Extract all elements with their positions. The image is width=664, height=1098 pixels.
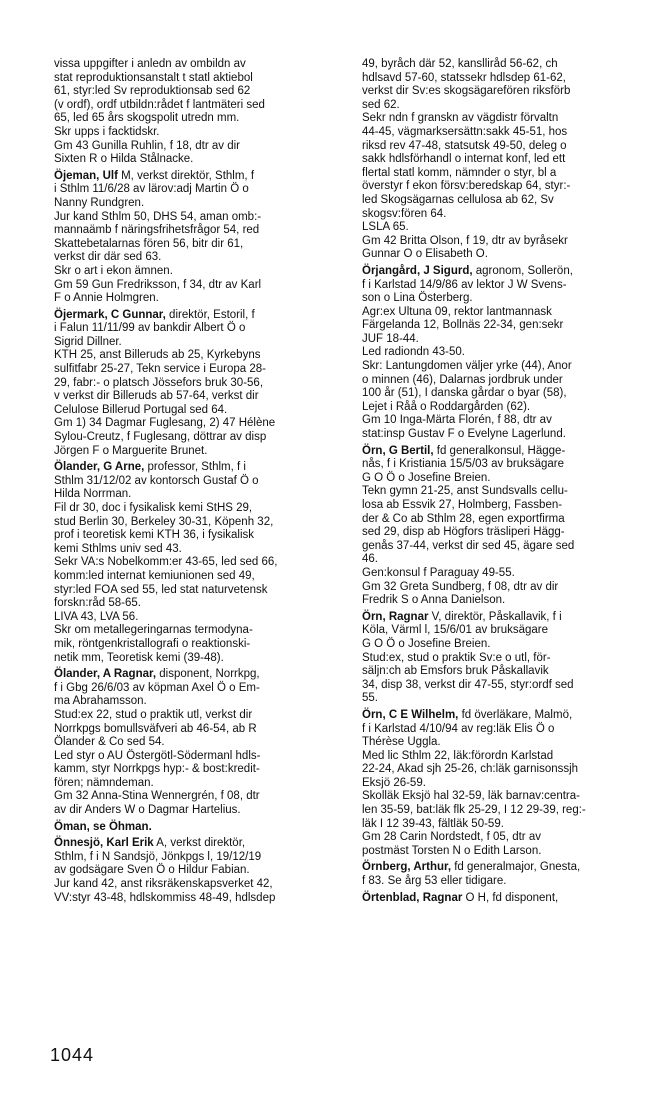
entry-line: nås, f i Kristiania 15/5/03 av bruksägare (362, 458, 565, 471)
entry-line: Sthlm 31/12/02 av kontorsch Gustaf Ö o (54, 474, 259, 487)
entry-line: Led radiondn 43-50. (362, 346, 465, 359)
entry-name: Örtenblad, Ragnar (362, 891, 463, 904)
entry-line: Skr: Lantungdomen väljer yrke (44), Anor (362, 360, 572, 373)
entry-first-line (362, 709, 650, 723)
entry-first-line (54, 309, 342, 323)
entry-line: Jur kand 42, anst riksräkenskapsverket 42, (54, 878, 273, 891)
entry-text: O H, fd disponent, (462, 891, 559, 904)
entry-first-line (54, 170, 342, 184)
entry-name: Öjermark, C Gunnar, (54, 308, 166, 321)
entry-line: Skr o art i ekon ämnen. (54, 264, 173, 277)
biography-entry (362, 611, 650, 706)
biography-entry (54, 668, 342, 818)
entry-line: Sekr ndn f granskn av vägdistr förvaltn (362, 112, 559, 125)
entry-line: G O Ö o Josefine Breien. (362, 471, 491, 484)
entry-first-line (362, 445, 650, 459)
entry-line: 46. (362, 553, 378, 566)
entry-line: G O Ö o Josefine Breien. (362, 637, 491, 650)
entry-line: Gunnar O o Elisabeth O. (362, 248, 488, 261)
entry-line: Sigrid Dillner. (54, 335, 122, 348)
entry-line: sakk hdlsförhandl o internat konf, led ett (362, 153, 566, 166)
entry-line: JUF 18-44. (362, 332, 419, 345)
entry-line: son o Lina Österberg. (362, 292, 473, 305)
entry-line: LSLA 65. (362, 221, 409, 234)
entry-line: f i Karlstad 4/10/94 av reg:läk Elis Ö o (362, 722, 555, 735)
biography-entry (362, 445, 650, 608)
entry-first-line (54, 461, 342, 475)
entry-first-line (54, 837, 342, 851)
entry-name: Öjeman, Ulf (54, 169, 118, 182)
entry-line: fören; nämndeman. (54, 776, 154, 789)
entry-line: läk I 12 39-43, fältläk 50-59. (362, 817, 504, 830)
entry-line: Tekn gymn 21-25, anst Sundsvalls cellu- (362, 485, 568, 498)
entry-text: agronom, Sollerön, (472, 264, 573, 277)
entry-line: Gm 42 Britta Olson, f 19, dtr av byråsekr (362, 234, 568, 247)
entry-line: 100 år (51), I danska gårdar o byar (58), (362, 387, 567, 400)
biography-entry (54, 461, 342, 665)
entry-line: styr:led FOA sed 55, led stat naturvetensk (54, 583, 268, 596)
entry-line: mannaämb f näringsfrihetsfrågor 54, red (54, 224, 260, 237)
entry-line: i Falun 11/11/99 av bankdir Albert Ö o (54, 322, 246, 335)
entry-line: 55. (362, 692, 378, 705)
biography-entry (362, 892, 650, 906)
entry-line: Gm 10 Inga-Märta Florén, f 88, dtr av (362, 414, 552, 427)
entry-text: direktör, Estoril, f (165, 308, 255, 321)
biography-entry (54, 821, 342, 835)
entry-line: Stud:ex, stud o praktik Sv:e o utl, för- (362, 651, 551, 664)
entry-line: skogsv:fören 64. (362, 207, 447, 220)
biography-entry (54, 309, 342, 459)
entry-text: fd generalkonsul, Hägge- (433, 444, 566, 457)
entry-line: Köla, Värml l, 15/6/01 av bruksägare (362, 624, 549, 637)
entry-line: Hilda Norrman. (54, 488, 132, 501)
entry-line: Gm 43 Gunilla Ruhlin, f 18, dtr av dir (54, 139, 240, 152)
entry-name: Örjangård, J Sigurd, (362, 264, 473, 277)
entry-line: Gm 28 Carin Nordstedt, f 05, dtr av (362, 831, 541, 844)
entry-name: Örn, C E Wilhelm, (362, 708, 459, 721)
entry-line: verkst dir Sv:es skogsägarefören riksförb (362, 85, 571, 98)
entry-line: Skolläk Eksjö hal 32-59, läk barnav:centra- (362, 790, 580, 803)
entry-name: Ölander, A Ragnar, (54, 668, 157, 681)
entry-line: Sylou-Creutz, f Fuglesang, döttrar av disp (54, 431, 267, 444)
entry-line: Gen:konsul f Paraguay 49-55. (362, 566, 515, 579)
entry-line: Celulose Billerud Portugal sed 64. (54, 403, 228, 416)
entry-line: Skattebetalarnas fören 56, bitr dir 61, (54, 237, 244, 250)
biography-entry (54, 837, 342, 905)
entry-line: sed 62. (362, 98, 400, 111)
page-number: 1044 (50, 1045, 95, 1065)
entry-line: Led styr o AU Östergötl-Södermanl hdls- (54, 749, 261, 762)
entry-line: Sthlm, f i N Sandsjö, Jönkpgs l, 19/12/19 (54, 850, 262, 863)
entry-line: i Sthlm 11/6/28 av lärov:adj Martin Ö o (54, 183, 249, 196)
entry-text: M, verkst direktör, Sthlm, f (117, 169, 255, 182)
entry-line: Fredrik S o Anna Danielson. (362, 594, 506, 607)
entry-line: av dir Anders W o Dagmar Hartelius. (54, 804, 241, 817)
entry-line: Sekr VA:s Nobelkomm:er 43-65, led sed 66, (54, 556, 278, 569)
biography-entry (362, 265, 650, 442)
left-column (54, 58, 342, 908)
biography-entry (54, 170, 342, 306)
entry-line: (v ordf), ordf utbildn:rådet f lantmäteri sed (54, 98, 265, 111)
entry-line: v verkst dir Billeruds ab 57-64, verkst dir (54, 390, 259, 403)
entry-line: stat:insp Gustav F o Evelyne Lagerlund. (362, 428, 566, 441)
entry-line: prof i teoretisk kemi KTH 36, i fysikalisk (54, 529, 255, 542)
right-column (362, 58, 650, 908)
entry-line: netik mm, Teoretisk kemi (39-48). (54, 651, 224, 664)
entry-line: kamm, styr Norrkpgs hyp:- & bost:kredit- (54, 763, 260, 776)
entry-line: 65, led 65 års skogspolit utredn mm. (54, 112, 240, 125)
entry-line: 34, disp 38, verkst dir 47-55, styr:ordf sed (362, 678, 574, 691)
entry-line: f 83. Se årg 53 eller tidigare. (362, 875, 507, 888)
entry-line: F o Annie Holmgren. (54, 292, 159, 305)
entry-line: Jörgen F o Marguerite Brunet. (54, 444, 208, 457)
entry-line: LIVA 43, LVA 56. (54, 610, 139, 623)
biography-entry (362, 861, 650, 888)
entry-line: sed 29, disp ab Högfors träsliperi Hägg- (362, 526, 565, 539)
entry-line: f i Gbg 26/6/03 av köpman Axel Ö o Em- (54, 681, 260, 694)
entry-first-line (54, 668, 342, 682)
entry-line: hdlsavd 57-60, statssekr hdlsdep 61-62, (362, 71, 566, 84)
entry-line: 44-45, vägmarksersättn:sakk 45-51, hos (362, 125, 568, 138)
entry-text: A, verkst direktör, (153, 837, 246, 850)
entry-line: stat reproduktionsanstalt t statl aktiebol (54, 71, 253, 84)
entry-continuation (362, 58, 650, 262)
entry-line: stud Berlin 30, Berkeley 30-31, Köpenh 32, (54, 515, 274, 528)
entry-line: vissa uppgifter i anledn av ombildn av (54, 58, 246, 70)
entry-line: Fil dr 30, doc i fysikalisk kemi StHS 29, (54, 502, 253, 514)
entry-line: 29, fabr:- o platsch Jössefors bruk 30-56, (54, 376, 264, 389)
entry-text: V, direktör, Påskallavik, f i (428, 610, 562, 623)
entry-line: Jur kand Sthlm 50, DHS 54, aman omb:- (54, 210, 262, 223)
entry-text: professor, Sthlm, f i (144, 461, 246, 474)
entry-line: Thérèse Uggla. (362, 736, 441, 749)
entry-line: ma Abrahamsson. (54, 695, 147, 708)
entry-name: Örn, Ragnar (362, 610, 429, 623)
entry-line: KTH 25, anst Billeruds ab 25, Kyrkebyns (54, 349, 261, 362)
entry-line: Gm 59 Gun Fredriksson, f 34, dtr av Karl (54, 278, 262, 291)
entry-line: Nanny Rundgren. (54, 196, 145, 209)
entry-line: 61, styr:led Sv reproduktionsab sed 62 (54, 85, 251, 98)
entry-line: Med lic Sthlm 22, läk:förordn Karlstad (362, 749, 554, 762)
entry-line: riksd rev 47-48, statsutsk 49-50, deleg o (362, 139, 567, 152)
entry-continuation (54, 58, 342, 167)
entry-line: Färgelanda 12, Bollnäs 22-34, gen:sekr (362, 319, 564, 332)
entry-line: flertal statl komm, nämnder o styr, bl a (362, 166, 557, 179)
entry-line: Gm 32 Greta Sundberg, f 08, dtr av dir (362, 580, 559, 593)
entry-text: fd överläkare, Malmö, (458, 708, 573, 721)
entry-line: VV:styr 43-48, hdlskommiss 48-49, hdlsdep (54, 891, 276, 904)
entry-line: Stud:ex 22, stud o praktik utl, verkst dir (54, 708, 253, 721)
entry-line: sulfitfabr 25-27, Tekn service i Europa 28- (54, 363, 267, 376)
entry-line: verkst dir där sed 63. (54, 251, 162, 264)
entry-name: Öman, se Öhman. (54, 820, 152, 833)
entry-line: komm:led internat kemiunionen sed 49, (54, 569, 255, 582)
entry-line: säljn:ch ab Emsfors bruk Påskallavik (362, 665, 549, 678)
entry-name: Örn, G Bertil, (362, 444, 434, 457)
entry-name: Örnberg, Arthur, (362, 861, 452, 874)
entry-line: led Skogsägarnas cellulosa ab 62, Sv (362, 193, 554, 206)
entry-line: forskn:råd 58-65. (54, 597, 141, 610)
entry-line: Skr om metallegeringarnas termodyna- (54, 624, 253, 637)
entry-line: av godsägare Sven Ö o Hildur Fabian. (54, 864, 250, 877)
entry-line: len 35-59, bat:läk flk 25-29, I 12 29-39, reg:- (362, 804, 586, 817)
entry-line: överstyr f ekon försv:beredskap 64, styr:- (362, 180, 571, 193)
entry-first-line (362, 611, 650, 625)
entry-first-line (54, 821, 342, 835)
entry-line: Gm 1) 34 Dagmar Fuglesang, 2) 47 Hélène (54, 417, 276, 430)
entry-line: mik, röntgenkristallografi o reaktionski- (54, 637, 251, 650)
entry-line: Lejet i Råå o Roddargården (62). (362, 400, 531, 413)
entry-line: Ölander & Co sed 54. (54, 736, 165, 749)
entry-line: der & Co ab Sthlm 28, egen exportfirma (362, 512, 565, 525)
entry-text: fd generalmajor, Gnesta, (451, 861, 581, 874)
entry-first-line (362, 892, 650, 906)
entry-line: Agr:ex Ultuna 09, rektor lantmannask (362, 305, 552, 318)
entry-line: Skr upps i facktidskr. (54, 125, 160, 138)
entry-line: Eksjö 26-59. (362, 776, 426, 789)
entry-first-line (362, 861, 650, 875)
entry-line: f i Karlstad 14/9/86 av lektor J W Svens- (362, 278, 567, 291)
biography-entry (362, 709, 650, 859)
entry-line: 49, byråch där 52, kanslliråd 56-62, ch (362, 58, 558, 70)
entry-name: Ölander, G Arne, (54, 461, 145, 474)
entry-line: genås 37-44, verkst dir sed 45, ägare sed (362, 539, 575, 552)
entry-first-line (362, 265, 650, 279)
entry-text: disponent, Norrkpg, (156, 668, 260, 681)
entry-line: kemi Sthlms univ sed 43. (54, 542, 182, 555)
entry-line: o minnen (46), Dalarnas jordbruk under (362, 373, 563, 386)
entry-name: Önnesjö, Karl Erik (54, 837, 154, 850)
entry-line: postmäst Torsten N o Edith Larson. (362, 844, 542, 857)
entry-line: Gm 32 Anna-Stina Wennergrén, f 08, dtr (54, 790, 260, 803)
entry-line: losa ab Essvik 27, Holmberg, Fassben- (362, 499, 563, 511)
entry-line: Norrkpgs bomullsväfveri ab 46-54, ab R (54, 722, 257, 735)
entry-line: 22-24, Akad sjh 25-26, ch:läk garnisonssjh (362, 763, 579, 776)
entry-line: Sixten R o Hilda Stålnacke. (54, 153, 194, 166)
